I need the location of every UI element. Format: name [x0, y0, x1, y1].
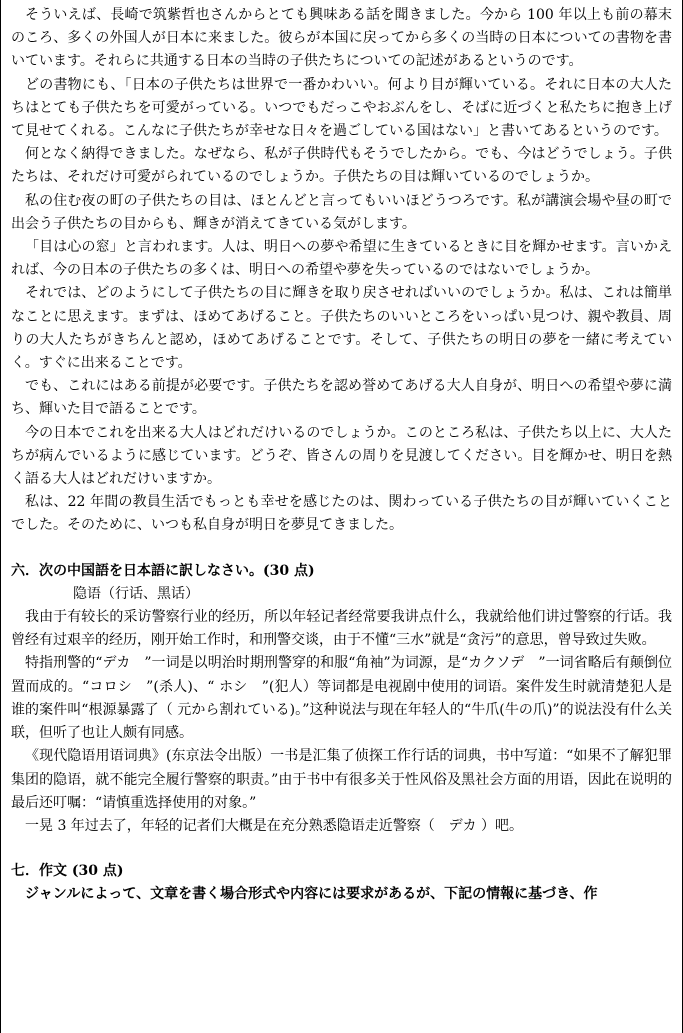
section-7-heading: 七．作文 (30 点) [11, 863, 124, 880]
reading-paragraph-7: でも、これにはある前提が必要です。子供たちを認め誉めてあげる大人自身が、明日への希望や夢に満ち、輝いた目で語ることです。 [11, 378, 672, 418]
section-7-paragraph: ジャンルによって、文章を書く場合形式や内容には要求があるが、下記の情報に基づき、作 [25, 886, 598, 903]
section-spacer [11, 538, 672, 560]
reading-passage [11, 4, 672, 538]
reading-paragraph-5: 「目は心の窓」と言われます。人は、明日への夢や希望に生きているときに目を輝かせます。言いかえれば、今の日本の子供たちの多くは、明日への希望や夢を失っているのではないでしょうか。 [11, 239, 672, 279]
section-6-subtitle: 隐语（行话、黑话） [73, 585, 199, 602]
reading-paragraph-8: 今の日本でこれを出来る大人はどれだけいるのでしょうか。このところ私は、子供たち以上に、大人たちが病んでいるように感じています。どうぞ、皆さんの周りを見渡してください。目を輝かせ、明日を熱く語る大人はどれだけいますか。 [11, 424, 672, 488]
reading-paragraph-9: 私は、22 年間の教員生活でもっとも幸せを感じたのは、関わっている子供たちの目が輝いていくことでした。そのために、いつも私自身が明日を夢見てきました。 [11, 494, 672, 534]
section-6-paragraph-2: 特指刑警的“デカ ”一词是以明治时期刑警穿的和服“角袖”为词源，是“カクソデ ”一词省略后有颠倒位置而成的。“コロシ ”(杀人)、“ ホシ ”(犯人）等词都是电视剧中使用的词语。案件发生时就清楚犯人是谁的案件叫“根源暴露了（ 元から割れている)。”这种说法与现在年轻人的“牛爪(牛の爪)”的说法没有什么关联，但听了也让人颇有同感。 [11, 655, 672, 742]
section-6-paragraph-3: 《现代隐语用语词典》(东京法令出版）一书是汇集了侦探工作行话的词典，书中写道：“如果不了解犯罪集团的隐语，就不能完全履行警察的职责。”由于书中有很多关于性风俗及黑社会方面的用语，因此在说明的最后还叮嘱：“请慎重选择使用的对象。” [11, 748, 672, 811]
section-6-heading: 六．次の中国語を日本語に訳しなさい。(30 点) [11, 562, 315, 579]
section-7 [11, 860, 672, 906]
section-spacer [11, 838, 672, 860]
reading-paragraph-6: それでは、どのようにして子供たちの目に輝きを取り戻させればいいのでしょうか。私は、これは簡単なことに思えます。まずは、ほめてあげること。子供たちのいいところをいっぱい見つけ、親や教員、周りの大人たちがきちんと認め，ほめてあげることです。そして、子供たちの明日の夢を一緒に考えていく。すぐに出来ることです。 [11, 285, 672, 372]
reading-paragraph-4: 私の住む夜の町の子供たちの目は、ほとんどと言ってもいいほどうつろです。私が講演会場や昼の町で出会う子供たちの目からも、輝きが消えてきている気がします。 [11, 192, 672, 232]
reading-paragraph-3: 何となく納得できました。なぜなら、私が子供時代もそうでしたから。でも、今はどうでしょう。子供たちは、それだけ可愛がられているのでしょうか。子供たちの目は輝いているのでしょうか。 [11, 146, 672, 186]
section-6 [11, 560, 672, 838]
document-content [1, 0, 682, 907]
section-6-paragraph-4: 一晃 3 年过去了，年轻的记者们大概是在充分熟悉隐语走近警察（ デカ ）吧。 [25, 817, 523, 834]
section-6-paragraph-1: 我由于有较长的采访警察行业的经历，所以年轻记者经常要我讲点什么，我就给他们讲过警察的行话。我曾经有过艰辛的经历，刚开始工作时，和刑警交谈，由于不懂“三水”就是“贪污”的意思，曾导致过失败。 [11, 609, 672, 649]
reading-paragraph-1: そういえば、長崎で筑紫哲也さんからとても興味ある話を聞きました。今から 100 年以上も前の幕末のころ、多くの外国人が日本に来ました。彼らが本国に戻ってから多くの当時の日本についての書物を書いています。それらに共通する日本の当時の子供たちについての記述があるというのです。 [11, 7, 672, 70]
reading-paragraph-2: どの書物にも、「日本の子供たちは世界で一番かわいい。何より目が輝いている。それに日本の大人たちはとても子供たちを可愛がっている。いつでもだっこやおぶんをし、そばに近づくと私たちに抱き上げて見せてくれる。こんなに子供たちが幸せな日々を過ごしている国はない」と書いてあるというのです。 [11, 76, 672, 140]
